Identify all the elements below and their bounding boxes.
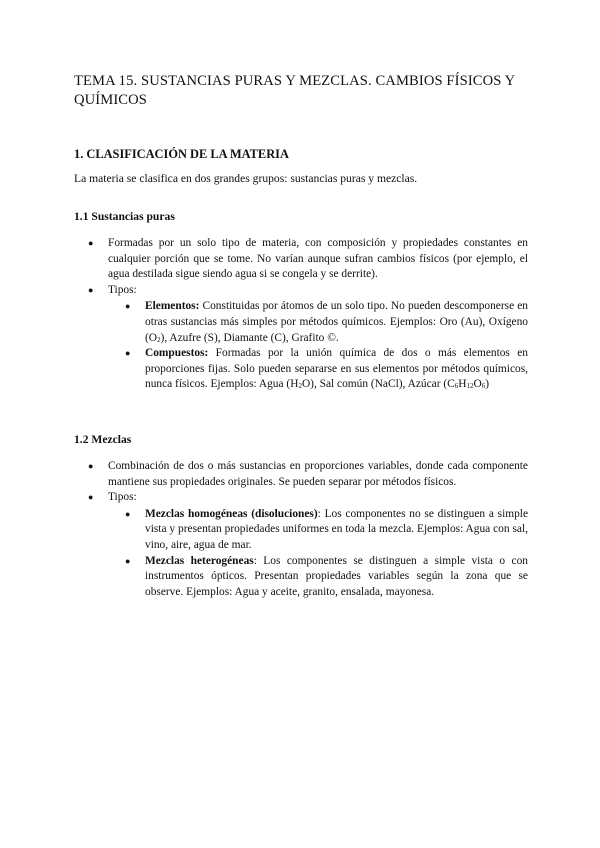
list-item [88, 459, 528, 490]
list-item-compuestos [125, 346, 528, 393]
subsection-heading-sustancias-puras: 1.1 Sustancias puras [74, 210, 175, 223]
term-text: H [458, 378, 467, 391]
term-label: Mezclas heterogéneas [145, 554, 254, 567]
list-item-homogeneas [125, 507, 528, 554]
term-text: Formadas por la unión química de dos o más elementos en proporciones fijas. Solo pueden separarse en sus elementos por métodos químicos, nunca físicos. Ejemplos: Agua (H [145, 347, 528, 391]
list-mezclas [88, 459, 528, 600]
list-sustancias-puras [88, 236, 528, 393]
bullet-icon: ● [88, 238, 94, 248]
list-item-elementos [125, 299, 528, 346]
bullet-icon: ● [88, 492, 94, 503]
term-text: Constituidas por átomos de un solo tipo. No pueden descomponerse en otras sustancias más simples por métodos químicos. Ejemplos: Oro (Au), Oxígeno (O [145, 300, 528, 344]
list-item-text: Combinación de dos o más sustancias en proporciones variables, donde cada componente mantiene sus propiedades originales. Se pueden separar por métodos físicos. [108, 460, 528, 488]
subscript: 6 [454, 382, 459, 391]
term-text: O [473, 378, 482, 391]
term-label: Elementos: [145, 300, 200, 313]
subsection-heading-mezclas: 1.2 Mezclas [74, 433, 132, 446]
term-text: ) [485, 378, 489, 391]
section-heading-clasificacion: 1. CLASIFICACIÓN DE LA MATERIA [74, 147, 289, 161]
term-text: ), Azufre (S), Diamante (C), Grafito ©. [160, 331, 339, 344]
list-item [88, 490, 528, 600]
term-label: Compuestos: [145, 347, 209, 360]
document-title: TEMA 15. SUSTANCIAS PURAS Y MEZCLAS. CAMBIOS FÍSICOS Y QUÍMICOS [74, 73, 515, 108]
subscript: 12 [466, 382, 474, 391]
term-text: : Los componentes se distinguen a simple vista o con instrumentos ópticos. Presentan propiedades variables según la zona que se observe. Ejemplos: Agua y aceite, granito, ensalada, mayonesa. [145, 554, 528, 598]
bullet-icon: ● [88, 284, 94, 295]
subscript: 2 [298, 382, 302, 391]
list-item-text: Tipos: [108, 491, 137, 504]
section-intro: La materia se clasifica en dos grandes grupos: sustancias puras y mezclas. [74, 172, 418, 185]
term-text: O), Sal común (NaCl), Azúcar (C [301, 378, 455, 391]
list-item-text: Tipos: [108, 283, 137, 296]
bullet-icon: ● [125, 301, 131, 312]
term-label: Mezclas homogéneas (disoluciones) [145, 507, 318, 520]
list-item-text: Formadas por un solo tipo de materia, con composición y propiedades constantes en cualquier porción que se tome. No varían aunque sufran cambios físicos (por ejemplo, el agua destilada sigue siendo agua si se congela y se derrite). [108, 237, 528, 281]
bullet-icon: ● [88, 461, 94, 471]
list-tipos-mezclas [125, 507, 528, 601]
term-text: : Los componentes no se distinguen a simple vista y presentan propiedades uniformes en toda la mezcla. Ejemplos: Agua con sal, vino, aire, agua de mar. [145, 507, 529, 551]
bullet-icon: ● [125, 555, 131, 566]
list-item [88, 236, 528, 283]
bullet-icon: ● [125, 348, 131, 359]
subscript: 2 [157, 335, 161, 344]
bullet-icon: ● [125, 508, 131, 519]
list-item [88, 283, 528, 393]
list-item-heterogeneas [125, 554, 528, 601]
list-tipos-sustancias [125, 299, 528, 393]
subscript: 6 [481, 382, 486, 391]
